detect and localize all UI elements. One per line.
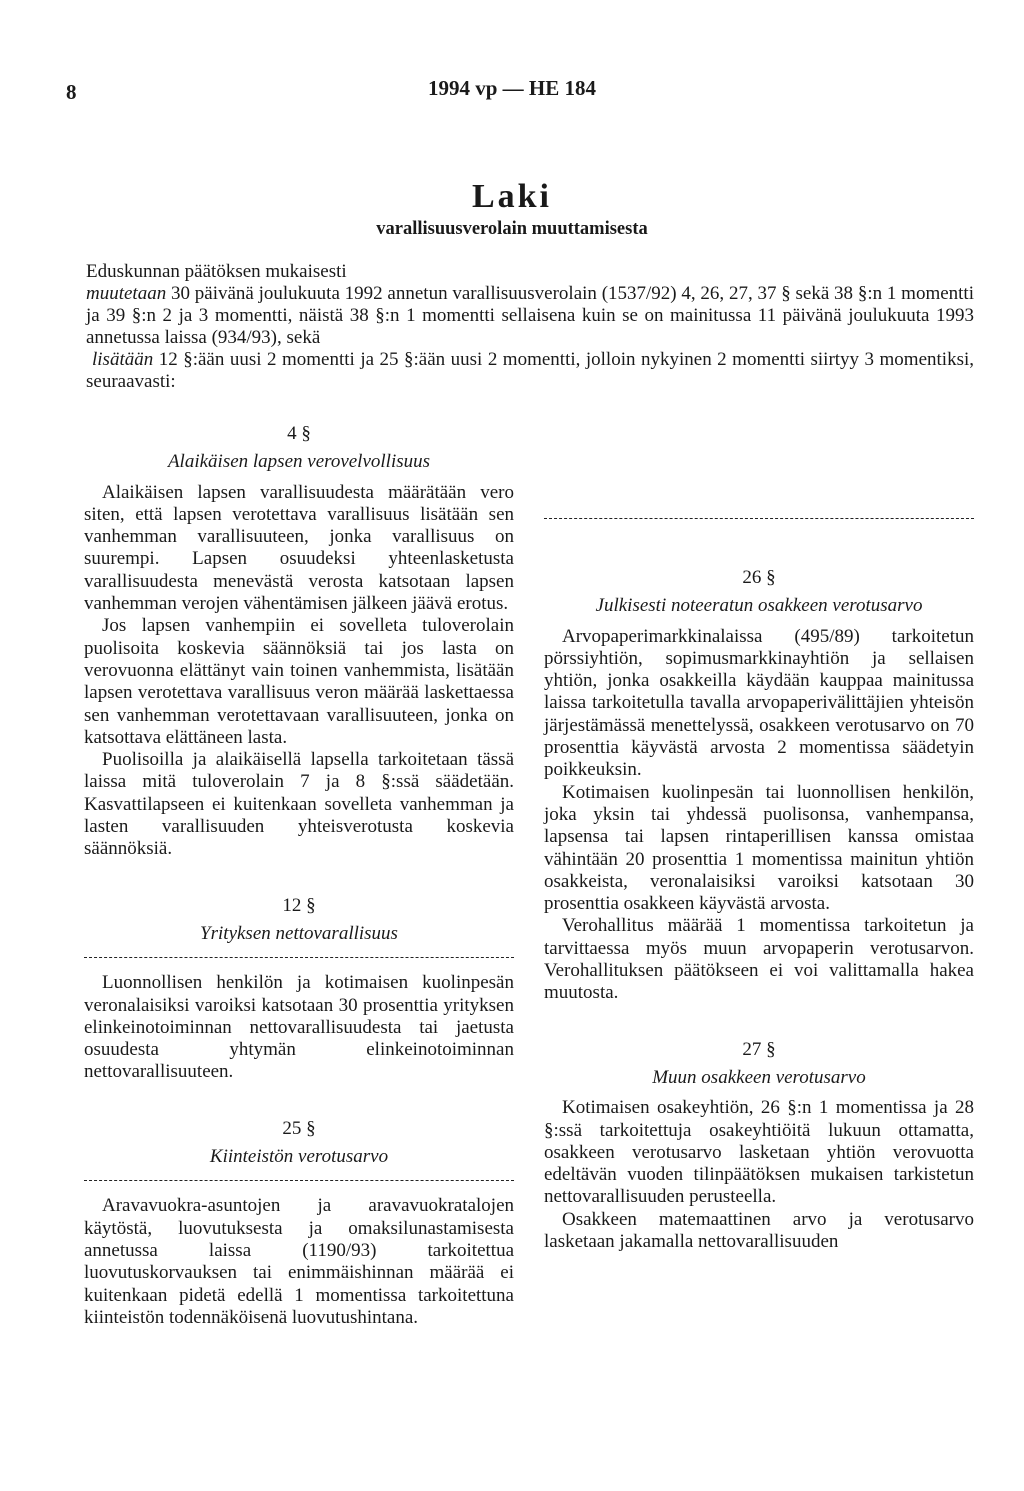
omission-line: [84, 957, 514, 958]
section-26-number: 26 §: [742, 567, 776, 588]
add-keyword: lisätään: [92, 349, 154, 370]
section-27-para-1: Kotimaisen osakeyhtiön, 26 §:n 1 momentissa ja 28 §:ssä tarkoitettuja osakeyhtiöitä lukuun ottamatta, osakkeen verotusarvo lasketaan yhtiön verovuotta edeltävän vuoden tilinpäätöksen mukaisen tarkistetun nettovarallisuuden perusteella.: [544, 1097, 974, 1208]
page-number: 8: [66, 80, 77, 104]
section-12-number: 12 §: [282, 894, 316, 916]
section-25-number: 25 §: [282, 1117, 316, 1139]
section-4-para-2: Jos lapsen vanhempiin ei sovelleta tuloverolain puolisoita koskevia säännöksiä tai jos lasta on verovuonna elättänyt vain toinen vanhemmista, lisätään lapsen verotettava varallisuus veron määrää laskettaessa sen vanhemman verotettavaan varallisuuteen, jonka on katsottava elättäneen lasta.: [84, 615, 514, 748]
section-27-title: Muun osakkeen verotusarvo: [652, 1066, 866, 1088]
section-26-para-3: Verohallitus määrää 1 momentissa tarkoitetun ja tarvittaessa myös muun arvopaperin verotusarvon. Verohallituksen päätökseen ei voi valittamalla hakea muutosta.: [544, 915, 974, 1004]
section-4-number: 4 §: [287, 423, 311, 444]
section-27-number: 27 §: [742, 1038, 776, 1060]
amend-clause: [86, 283, 974, 349]
section-4-title: Alaikäisen lapsen verovelvollisuus: [167, 451, 431, 473]
section-25-para-1: Aravavuokra-asuntojen ja aravavuokratalojen käytöstä, luovutuksesta ja omaksilunastamisesta annetussa laissa (1190/93) tarkoitettua luovutuskorvauksen tai enimmäishinnan määrää ei kuitenkaan pidetä edellä 1 momentissa tarkoitettuna kiinteistön todennäköisenä luovutushintana.: [84, 1195, 514, 1328]
add-text: 12 §:ään uusi 2 momentti ja 25 §:ään uusi 2 momentti, jolloin nykyinen 2 momentti siirtyy 3 momentiksi, seuraavasti:: [86, 349, 974, 392]
omission-line: [544, 518, 974, 519]
section-25-title: Kiinteistön verotusarvo: [209, 1146, 389, 1168]
add-clause: [86, 349, 974, 393]
omission-line: [84, 1180, 514, 1181]
section-26-para-1: Arvopaperimarkkinalaissa (495/89) tarkoitetun pörssiyhtiön, sopimusmarkkinayhtiön ja sellaisen yhtiön, jonka osakkeilla käydään kauppaa mainitussa laissa tarkoitetulla tavalla arvopaperivälittäjien yhteisön järjestämässä menettelyssä, osakkeen verotusarvo on 70 prosenttia käyvästä arvosta 2 momentissa säädetyin poikkeuksin.: [544, 625, 974, 781]
enacting-clause: Eduskunnan päätöksen mukaisesti: [86, 261, 347, 282]
section-26-title: Julkisesti noteeratun osakkeen verotusarvo: [595, 595, 923, 617]
amend-keyword: muutetaan: [86, 283, 167, 304]
amend-text: 30 päivänä joulukuuta 1992 annetun varallisuusverolain (1537/92) 4, 26, 27, 37 § sekä 38 §:n 1 momentti ja 39 §:n 2 ja 3 momentti, näistä 38 §:n 1 momentti sellaisena kuin se on mainitussa 11 päivänä joulukuuta 1993 annetussa laissa (934/93), sekä: [86, 283, 974, 348]
intro-block: [86, 261, 974, 393]
section-12-title: Yrityksen nettovarallisuus: [200, 922, 398, 944]
right-column: [544, 422, 974, 1253]
law-subtitle: varallisuusverolain muuttamisesta: [376, 219, 648, 239]
running-head: 1994 vp — HE 184: [427, 76, 597, 100]
section-12-para-1: Luonnollisen henkilön ja kotimaisen kuolinpesän veronalaisiksi varoiksi katsotaan 30 prosenttia yrityksen elinkeinotoiminnan nettovarallisuudesta tai jaetusta osuudesta yhtymän elinkeinotoiminnan nettovarallisuuteen.: [84, 972, 514, 1083]
section-27-para-2: Osakkeen matemaattinen arvo ja verotusarvo lasketaan jakamalla nettovarallisuuden: [544, 1208, 974, 1253]
left-column: [84, 423, 514, 1329]
section-4-para-3: Puolisoilla ja alaikäisellä lapsella tarkoitetaan tässä laissa mitä tuloverolain 7 ja 8 §:ssä säädetään. Kasvattilapseen ei kuitenkaan sovelleta vanhemman ja lasten varallisuuden yhteisverotusta koskevia säännöksiä.: [84, 749, 514, 860]
law-title: Laki: [471, 178, 553, 215]
section-26-para-2: Kotimaisen kuolinpesän tai luonnollisen henkilön, joka yksin tai yhdessä puolisonsa, vanhempansa, lapsensa tai lapsen rintaperillisen kanssa omistaa vähintään 20 prosenttia 1 momentissa mainitun yhtiön osakkeista, veronalaisiksi varoiksi katsotaan 30 prosenttia osakkeen käyvästä arvosta.: [544, 781, 974, 915]
section-4-para-1: Alaikäisen lapsen varallisuudesta määrätään vero siten, että lapsen verotettava varallisuus lisätään sen vanhemman varallisuuteen, jonka varallisuus on suurempi. Lapsen osuudeksi yhteenlasketusta varallisuudesta menevästä verosta katsotaan lapsen vanhemman verojen vähentämisen jälkeen jäävä erotus.: [84, 481, 514, 615]
